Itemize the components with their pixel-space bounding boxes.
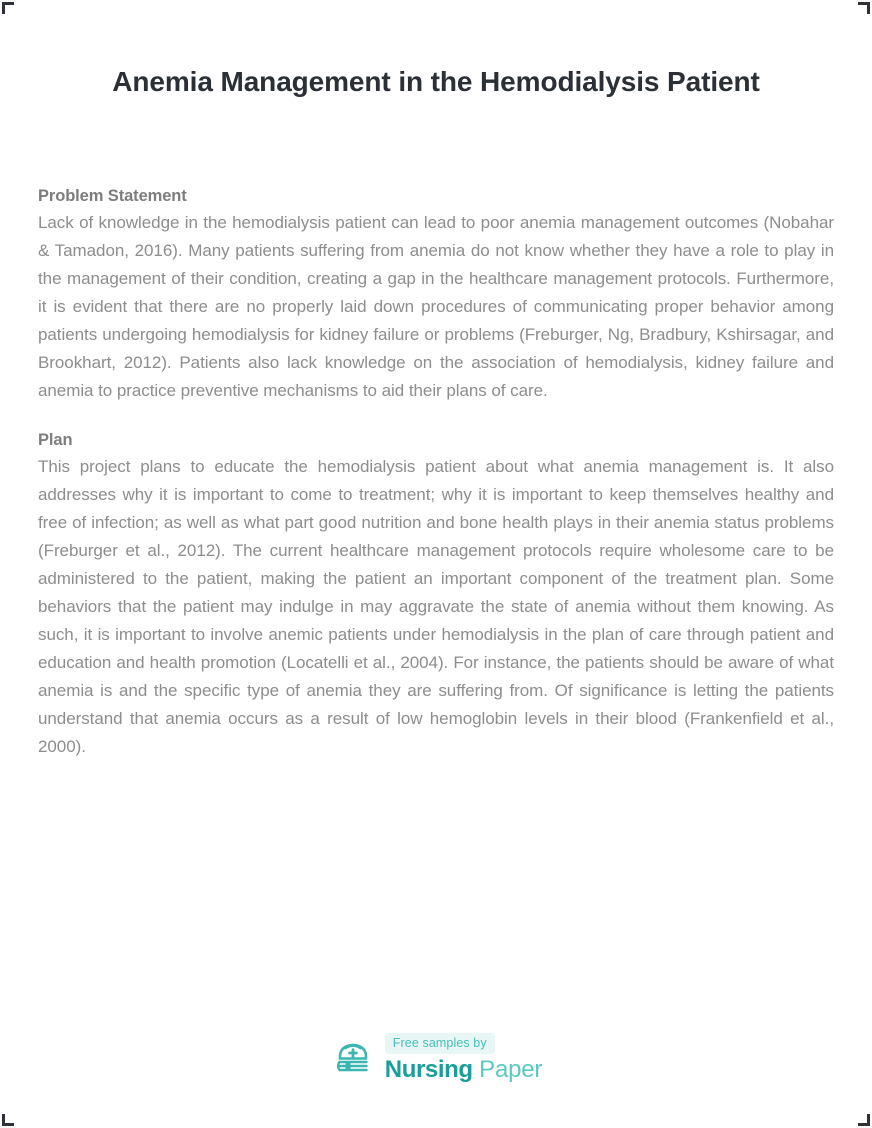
document-body	[38, 185, 834, 761]
crop-mark-top-right	[858, 2, 870, 14]
crop-mark-bottom-left	[2, 1114, 14, 1126]
brand-word-paper: Paper	[472, 1056, 543, 1083]
brand-wordmark	[385, 1056, 542, 1084]
page-title: Anemia Management in the Hemodialysis Patient	[112, 66, 760, 97]
section-heading-plan: Plan	[38, 431, 73, 449]
crop-mark-bottom-right	[858, 1114, 870, 1126]
section-paragraph-problem-statement: Lack of knowledge in the hemodialysis patient can lead to poor anemia management outcomes (Nobahar & Tamadon, 2016). Many patients suffering from anemia do not know whether they have a role to play in the management of their condition, creating a gap in the healthcare management protocols. Furthermore, it is evident that there are no properly laid down procedures of communicating proper behavior among patients undergoing hemodialysis for kidney failure or problems (Freburger, Ng, Bradbury, Kshirsagar, and Brookhart, 2012). Patients also lack knowledge on the association of hemodialysis, kidney failure and anemia to practice preventive mechanisms to aid their plans of care.	[38, 213, 834, 400]
section-heading-problem-statement: Problem Statement	[38, 187, 187, 205]
free-samples-badge: Free samples by	[385, 1033, 495, 1054]
crop-mark-top-left	[2, 2, 14, 14]
nurse-cap-book-icon	[330, 1036, 376, 1082]
document-content	[38, 0, 834, 761]
brand-lockup	[385, 1033, 542, 1084]
section-plan	[38, 429, 834, 761]
brand-word-nursing: Nursing	[384, 1056, 473, 1083]
section-paragraph-plan: This project plans to educate the hemodialysis patient about what anemia management is. It also addresses why it is important to come to treatment; why it is important to keep themselves healthy and free of infection; as well as what part good nutrition and bone health plays in their anemia status problems (Freburger et al., 2012). The current healthcare management protocols require wholesome care to be administered to the patient, making the patient an important component of the treatment plan. Some behaviors that the patient may indulge in may aggravate the state of anemia without them knowing. As such, it is important to involve anemic patients under hemodialysis in the plan of care through patient and education and health promotion (Locatelli et al., 2004). For instance, the patients should be aware of what anemia is and the specific type of anemia they are suffering from. Of significance is letting the patients understand that anemia occurs as a result of low hemoglobin levels in their blood (Frankenfield et al., 2000).	[38, 457, 834, 756]
section-problem-statement	[38, 185, 834, 405]
footer-branding	[0, 1033, 872, 1084]
